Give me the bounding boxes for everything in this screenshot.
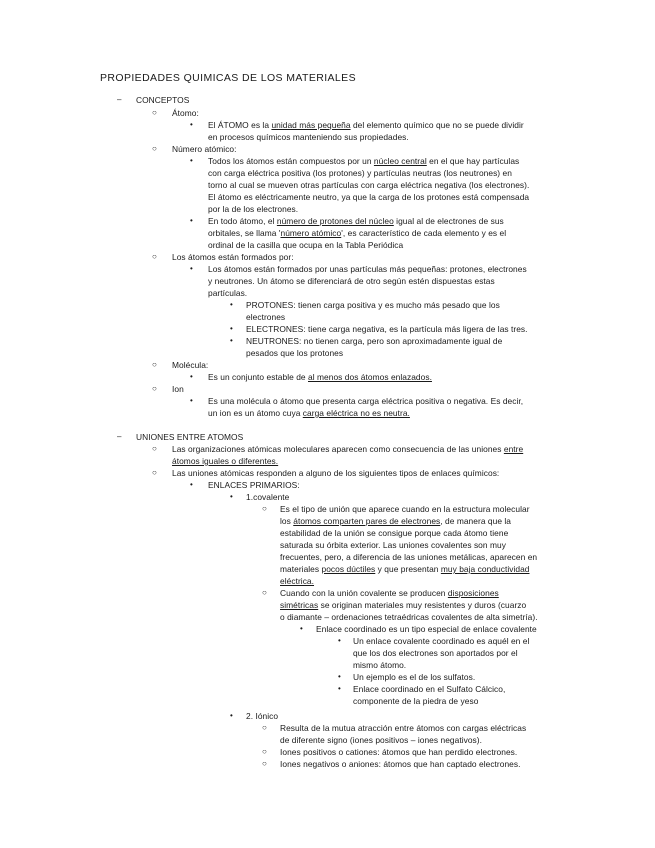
- bullet-marker: •: [190, 264, 193, 273]
- covalente-text-line: frecuentes, pero, a diferencia de las uniones metálicas, aparecen en: [280, 552, 538, 562]
- coordinado-item-line: que los dos electrones son aportados por el: [353, 648, 518, 658]
- ionico-label: 2. Iónico: [246, 711, 279, 721]
- enlaces-primarios-label: ENLACES PRIMARIOS:: [208, 480, 300, 490]
- numero-text-line: En todo átomo, el número de protones del núcleo igual al de electrones de sus: [208, 216, 504, 226]
- circle-marker: ○: [262, 747, 267, 756]
- bullet-marker: •: [230, 324, 233, 333]
- circle-marker: ○: [152, 360, 157, 369]
- coordinado-item-line: mismo átomo.: [353, 660, 407, 670]
- bullet-marker: •: [190, 372, 193, 381]
- circle-marker: ○: [262, 588, 267, 597]
- covalente-text-line: estabilidad de la unión se consigue porque cada átomo tiene: [280, 528, 509, 538]
- circle-marker: ○: [152, 444, 157, 453]
- numero-atomico-label: Número atómico:: [172, 144, 237, 154]
- formados-text-line: Los átomos están formados por unas partículas más pequeñas: protones, electrones: [208, 264, 527, 274]
- numero-text-line: orbitales, se llama 'número atómico', es característico de cada elemento y es el: [208, 228, 507, 238]
- covalente-text-line: materiales pocos dúctiles y que presentan muy baja conductividad: [280, 564, 530, 574]
- protones-line: electrones: [246, 312, 286, 322]
- ion-definition-line: un ion es un átomo cuya carga eléctrica no es neutra.: [208, 408, 410, 418]
- uniones-text-line: Las organizaciones atómicas moleculares aparecen como consecuencia de las uniones entre: [172, 444, 524, 454]
- circle-marker: ○: [262, 504, 267, 513]
- ionico-text-line: Iones negativos o aniones: átomos que han captado electrones.: [280, 759, 521, 769]
- coordinado-item-line: Enlace coordinado en el Sulfato Cálcico,: [353, 684, 506, 694]
- atomo-label: Átomo:: [172, 108, 199, 118]
- covalente-label: 1.covalente: [246, 492, 290, 502]
- bullet-marker: •: [190, 396, 193, 405]
- molecula-definition: Es un conjunto estable de al menos dos átomos enlazados.: [208, 372, 432, 382]
- protones-line: PROTONES: tienen carga positiva y es mucho más pesado que los: [246, 300, 500, 310]
- bullet-marker: •: [230, 711, 233, 720]
- uniones-text-line: átomos iguales o diferentes.: [172, 456, 279, 466]
- formados-text-line: y neutrones. Un átomo se diferenciará de otro según estén dispuestas estas: [208, 276, 495, 286]
- circle-marker: ○: [152, 468, 157, 477]
- atomo-definition-line: en procesos químicos manteniendo sus propiedades.: [208, 132, 409, 142]
- bullet-marker: •: [230, 336, 233, 345]
- ionico-text-line: Resulta de la mutua atracción entre átomos con cargas eléctricas: [280, 723, 527, 733]
- formados-text-line: partículas.: [208, 288, 248, 298]
- molecula-label: Molécula:: [172, 360, 209, 370]
- numero-text-line: con carga eléctrica positiva (los protones) y partículas neutras (los neutrones) en: [208, 168, 512, 178]
- page-title: PROPIEDADES QUIMICAS DE LOS MATERIALES: [100, 72, 356, 84]
- circle-marker: ○: [262, 723, 267, 732]
- bullet-marker: •: [190, 480, 193, 489]
- circle-marker: ○: [152, 108, 157, 117]
- electrones-line: ELECTRONES: tiene carga negativa, es la partícula más ligera de las tres.: [246, 324, 528, 334]
- atomo-definition-line: El ÁTOMO es la unidad más pequeña del elemento químico que no se puede dividir: [208, 120, 524, 130]
- coordinado-item-line: Un ejemplo es el de los sulfatos.: [353, 672, 476, 682]
- ion-label: Ion: [172, 384, 184, 394]
- numero-text-line: ordinal de la casilla que ocupa en la Tabla Periódica: [208, 240, 404, 250]
- circle-marker: ○: [152, 252, 157, 261]
- enlace-coordinado-line: Enlace coordinado es un tipo especial de enlace covalente: [316, 624, 537, 634]
- uniones-text-line: Las uniones atómicas responden a alguno de los siguientes tipos de enlaces químicos:: [172, 468, 500, 478]
- numero-text-line: torno al cual se mueven otras partículas con carga eléctrica negativa (los electrones).: [208, 180, 530, 190]
- bullet-marker: •: [190, 216, 193, 225]
- dash-marker: –: [117, 95, 122, 104]
- dash-marker: –: [117, 432, 122, 441]
- covalente-text-line: saturada su órbita exterior. Las uniones covalentes son muy: [280, 540, 506, 550]
- ionico-text-line: Iones positivos o cationes: átomos que han perdido electrones.: [280, 747, 518, 757]
- bullet-marker: •: [338, 672, 341, 681]
- bullet-marker: •: [338, 636, 341, 645]
- ion-definition-line: Es una molécula o átomo que presenta carga eléctrica positiva o negativa. Es decir,: [208, 396, 524, 406]
- bullet-marker: •: [230, 492, 233, 501]
- ionico-text-line: de diferente signo (iones positivos – iones negativos).: [280, 735, 483, 745]
- neutrones-line: NEUTRONES: no tienen carga, pero son aproximadamente igual de: [246, 336, 503, 346]
- circle-marker: ○: [152, 144, 157, 153]
- bullet-marker: •: [190, 120, 193, 129]
- section-heading-uniones: UNIONES ENTRE ATOMOS: [136, 432, 244, 442]
- numero-text-line: El átomo es eléctricamente neutro, ya que la carga de los protones está compensada: [208, 192, 530, 202]
- coordinado-item-line: componente de la piedra de yeso: [353, 696, 479, 706]
- coordinado-item-line: Un enlace covalente coordinado es aquél en el: [353, 636, 530, 646]
- bullet-marker: •: [300, 624, 303, 633]
- covalente-text-line: los átomos comparten pares de electrones, de manera que la: [280, 516, 512, 526]
- formados-label: Los átomos están formados por:: [172, 252, 294, 262]
- numero-text-line: por la de los electrones.: [208, 204, 299, 214]
- covalente-text-line: eléctrica.: [280, 576, 315, 586]
- bullet-marker: •: [230, 300, 233, 309]
- covalente-text-line: Es el tipo de unión que aparece cuando en la estructura molecular: [280, 504, 530, 514]
- numero-text-line: Todos los átomos están compuestos por un núcleo central en el que hay partículas: [208, 156, 520, 166]
- section-heading-conceptos: CONCEPTOS: [136, 95, 190, 105]
- covalente-text-line: o diamante – ordenaciones tetraédricas covalentes de alta simetría).: [280, 612, 538, 622]
- neutrones-line: pesados que los protones: [246, 348, 344, 358]
- circle-marker: ○: [152, 384, 157, 393]
- circle-marker: ○: [262, 759, 267, 768]
- covalente-text-line: Cuando con la unión covalente se producen disposiciones: [280, 588, 499, 598]
- bullet-marker: •: [338, 684, 341, 693]
- covalente-text-line: simétricas se originan materiales muy resistentes y duros (cuarzo: [280, 600, 527, 610]
- bullet-marker: •: [190, 156, 193, 165]
